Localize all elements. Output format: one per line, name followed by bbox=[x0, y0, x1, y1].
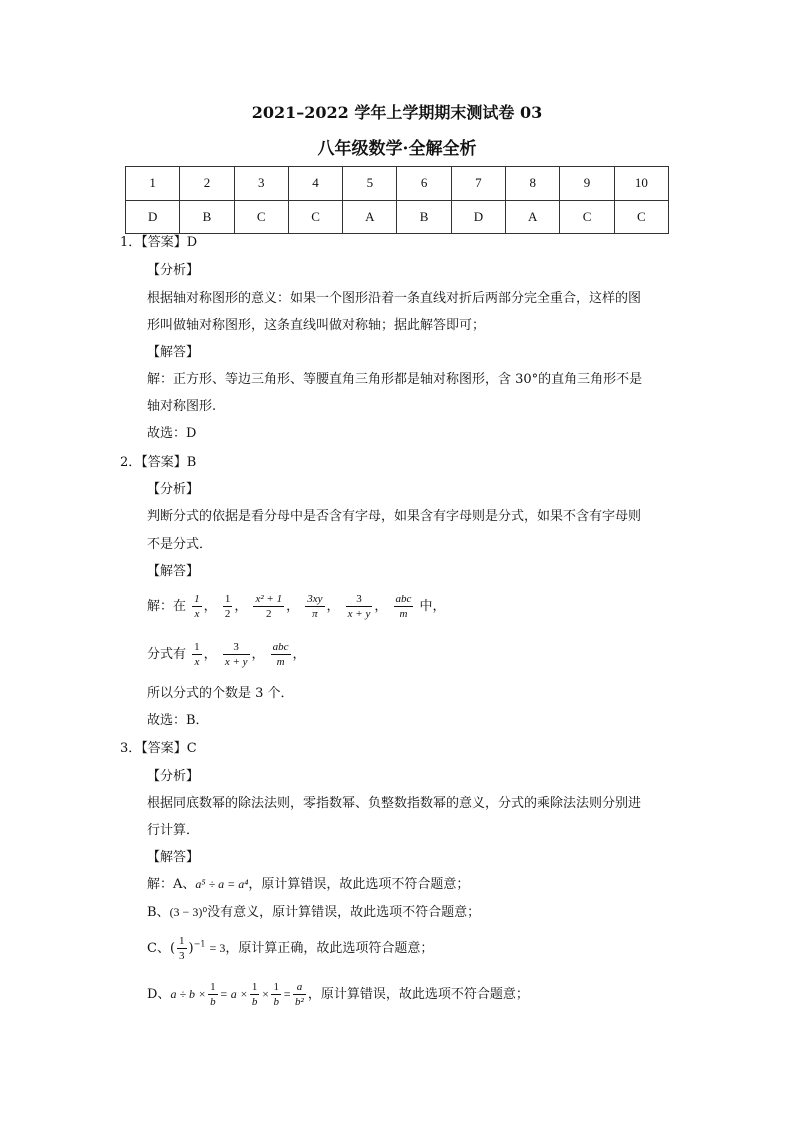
fraction: $\frac{3xy}{\pi}$ bbox=[307, 593, 323, 620]
q2-analysis-line-2: 不是分式． bbox=[147, 537, 213, 552]
answer-cell: D bbox=[126, 200, 180, 234]
question-number-cell: 1 bbox=[126, 167, 180, 201]
q1-analysis-label: 【分析】 bbox=[147, 263, 200, 278]
q1-solution-line-1: 解：正方形、等边三角形、等腰直角三角形都是轴对称图形，含 30°的直角三角形不是 bbox=[147, 372, 643, 387]
q2-solution-label: 【解答】 bbox=[147, 564, 200, 579]
question-number-cell: 4 bbox=[288, 167, 342, 201]
q2-sol-prefix: 解：在 bbox=[147, 599, 187, 614]
answer-cell: C bbox=[288, 200, 342, 234]
page-subtitle: 八年级数学·全解全析 bbox=[317, 139, 477, 159]
question-number-cell: 5 bbox=[343, 167, 397, 201]
q3-solution-label: 【解答】 bbox=[147, 850, 200, 865]
q3-analysis-line-1: 根据同底数幂的除法法则，零指数幂、负整数指数幂的意义，分式的乘除法法则分别进 bbox=[147, 796, 642, 811]
question-number-cell: 2 bbox=[180, 167, 234, 201]
question-number-cell: 8 bbox=[506, 167, 560, 201]
fraction: $\frac{\text{x² + 1}}{2}$ bbox=[255, 593, 283, 620]
q2-count-line: 所以分式的个数是 3 个． bbox=[147, 686, 294, 701]
q2-analysis-label: 【分析】 bbox=[147, 482, 200, 497]
q3-analysis-label: 【分析】 bbox=[147, 769, 200, 784]
question-number-cell: 3 bbox=[234, 167, 288, 201]
answer-cell: C bbox=[560, 200, 614, 234]
answer-cell: C bbox=[234, 200, 288, 234]
q3-line-b: B、(3 − 3)⁰没有意义，原计算错误，故此选项不符合题意； bbox=[147, 905, 481, 920]
answer-cell: A bbox=[343, 200, 397, 234]
fraction: $\frac{3}{x + y}$ bbox=[347, 593, 371, 620]
fraction: $\frac{1}{x}$ bbox=[194, 593, 200, 620]
q3-line-a-expr: a⁵ ÷ a = a⁴ bbox=[195, 877, 249, 891]
fraction: $\frac{1}{b}$ bbox=[251, 981, 258, 1008]
q3-line-d: D、a ÷ b × $\frac{1}{b}$ = a × $\frac{1}{b}$ × $\frac{1}{b}$ = $\frac{a}{\text{b²}}$ ，原计算错误，故此选项不符合题意； bbox=[147, 981, 529, 1008]
fraction: $\frac{a}{\text{b²}}$ bbox=[295, 981, 304, 1008]
q1-heading: 1．【答案】D bbox=[120, 235, 198, 250]
q1-solution-line-2: 轴对称图形. bbox=[147, 399, 217, 414]
question-number-cell: 10 bbox=[614, 167, 668, 201]
q3-line-a: 解：A、a⁵ ÷ a = a⁴，原计算错误，故此选项不符合题意； bbox=[147, 877, 470, 892]
fraction: $\frac{3}{x + y}$ bbox=[224, 641, 248, 668]
answer-cell: C bbox=[614, 200, 668, 234]
fraction: $\frac{1}{3}$ bbox=[179, 935, 185, 962]
fraction: $\frac{\text{abc}}{m}$ bbox=[395, 593, 412, 620]
q2-solution-line: 解：在 $\frac{1}{x}$ ， $\frac{1}{2}$ ， $\frac{\text{x² + 1}}{2}$ ， $\frac{3xy}{\pi}$ ， $\frac{3}{x + y}$ ， $\frac{\text{abc}}{m}$ 中， bbox=[147, 593, 446, 620]
q3-line-c: C、( $\frac{1}{3}$ )$^{-1}$ = 3，原计算正确，故此选项符合题意； bbox=[147, 935, 434, 962]
q2-analysis-line-1: 判断分式的依据是看分母中是否含有字母，如果含有字母则是分式，如果不含有字母则 bbox=[147, 509, 642, 524]
answer-cell: B bbox=[397, 200, 451, 234]
fraction: $\frac{\text{abc}}{m}$ bbox=[272, 641, 289, 668]
q2-has-prefix: 分式有 bbox=[147, 647, 187, 662]
question-number-cell: 6 bbox=[397, 167, 451, 201]
q2-has-line: 分式有 $\frac{1}{x}$ ， $\frac{3}{x + y}$ ， $\frac{\text{abc}}{m}$ ， bbox=[147, 641, 306, 668]
fraction: $\frac{1}{2}$ bbox=[224, 593, 231, 620]
answer-cell: D bbox=[451, 200, 505, 234]
fraction: $\frac{1}{b}$ bbox=[273, 981, 279, 1008]
q3-heading: 3．【答案】C bbox=[120, 741, 197, 756]
fraction: $\frac{1}{b}$ bbox=[210, 981, 216, 1008]
page-title: 2021–2022 学年上学期期末测试卷 03 bbox=[251, 103, 543, 122]
question-number-cell: 9 bbox=[560, 167, 614, 201]
answer-table bbox=[125, 166, 669, 234]
q1-analysis-line-2: 形叫做轴对称图形，这条直线叫做对称轴；据此解答即可； bbox=[147, 318, 486, 333]
q3-analysis-line-2: 行计算． bbox=[147, 823, 200, 838]
fraction: $\frac{1}{x}$ bbox=[194, 641, 200, 668]
answer-cell: A bbox=[506, 200, 560, 234]
q2-choice: 故选：B． bbox=[147, 713, 209, 728]
answer-table-number-row bbox=[126, 167, 669, 201]
q1-solution-label: 【解答】 bbox=[147, 345, 200, 360]
q2-heading: 2．【答案】B bbox=[120, 455, 197, 470]
q1-analysis-line-1: 根据轴对称图形的意义：如果一个图形沿着一条直线对折后两部分完全重合，这样的图 bbox=[147, 291, 642, 306]
answer-cell: B bbox=[180, 200, 234, 234]
answer-table-answer-row bbox=[126, 200, 669, 234]
q2-sol-suffix: 中， bbox=[419, 599, 446, 614]
question-number-cell: 7 bbox=[451, 167, 505, 201]
q3-line-b-expr: (3 − 3)⁰ bbox=[169, 905, 208, 919]
q1-choice: 故选：D bbox=[147, 426, 197, 441]
